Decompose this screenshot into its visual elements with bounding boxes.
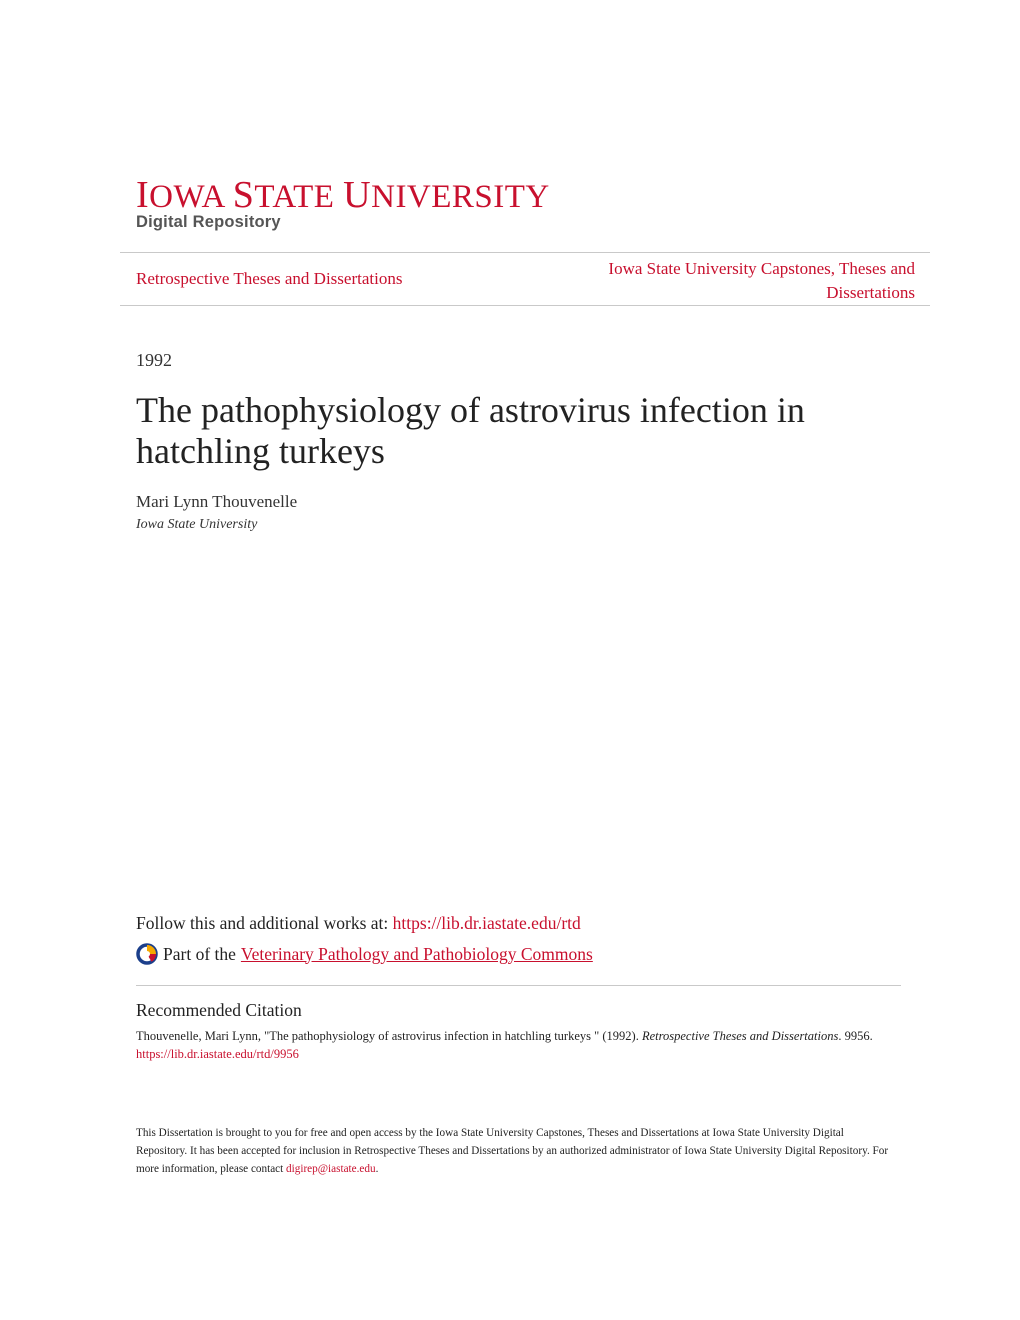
- nav-link-retrospective-theses[interactable]: Retrospective Theses and Dissertations: [136, 269, 403, 288]
- citation-heading: Recommended Citation: [136, 1000, 302, 1020]
- author-affiliation: Iowa State University: [136, 517, 258, 532]
- logo-text-owa: OWA: [149, 179, 233, 215]
- bepress-commons-icon: [136, 943, 158, 965]
- logo-subtitle: Digital Repository: [136, 213, 281, 231]
- nav-link-capstones-theses[interactable]: Iowa State University Capstones, Theses and Dissertations: [608, 259, 915, 302]
- document-title: The pathophysiology of astrovirus infection in hatchling turkeys: [136, 390, 805, 471]
- follow-line: [136, 913, 581, 934]
- citation-series: Retrospective Theses and Dissertations: [641, 1029, 839, 1043]
- footer-period: .: [375, 1163, 379, 1175]
- citation-number: . 9956.: [838, 1029, 873, 1043]
- footer-notice: [136, 1124, 896, 1178]
- part-of-label: Part of the: [163, 943, 236, 964]
- citation-url-link[interactable]: https://lib.dr.iastate.edu/rtd/9956: [136, 1047, 299, 1061]
- publication-year: 1992: [136, 350, 172, 370]
- university-logo-wordmark: [136, 176, 550, 214]
- author-name: Mari Lynn Thouvenelle: [136, 492, 298, 511]
- repository-link[interactable]: https://lib.dr.iastate.edu/rtd: [392, 913, 581, 933]
- contact-email-link[interactable]: digirep@iastate.edu: [286, 1163, 376, 1175]
- logo-text-niversity: NIVERSITY: [371, 179, 550, 215]
- logo-text-tate: TATE: [254, 179, 344, 215]
- logo-letter-u: U: [343, 174, 372, 216]
- part-of-line: [136, 943, 593, 965]
- citation-text: Thouvenelle, Mari Lynn, "The pathophysiology of astrovirus infection in hatchling turkeys " (1992).: [136, 1029, 642, 1043]
- logo-letter-s: S: [232, 174, 255, 216]
- header-bottom-rule: [120, 305, 930, 306]
- footer-text: This Dissertation is brought to you for free and open access by the Iowa State University Capstones, Theses and Dissertations at Iowa State University Digital Repository. It has been accepted for inclusion in Retrospective Theses and Dissertations by an authorized administrator of Iowa State University Digital Repository. For more information, please contact: [136, 1127, 889, 1175]
- follow-label: Follow this and additional works at:: [136, 913, 393, 933]
- header-top-rule: [120, 252, 930, 253]
- logo-letter-i: I: [136, 174, 150, 216]
- citation-body: [136, 1027, 876, 1063]
- commons-link[interactable]: Veterinary Pathology and Pathobiology Commons: [240, 943, 593, 964]
- citation-rule: [136, 985, 901, 986]
